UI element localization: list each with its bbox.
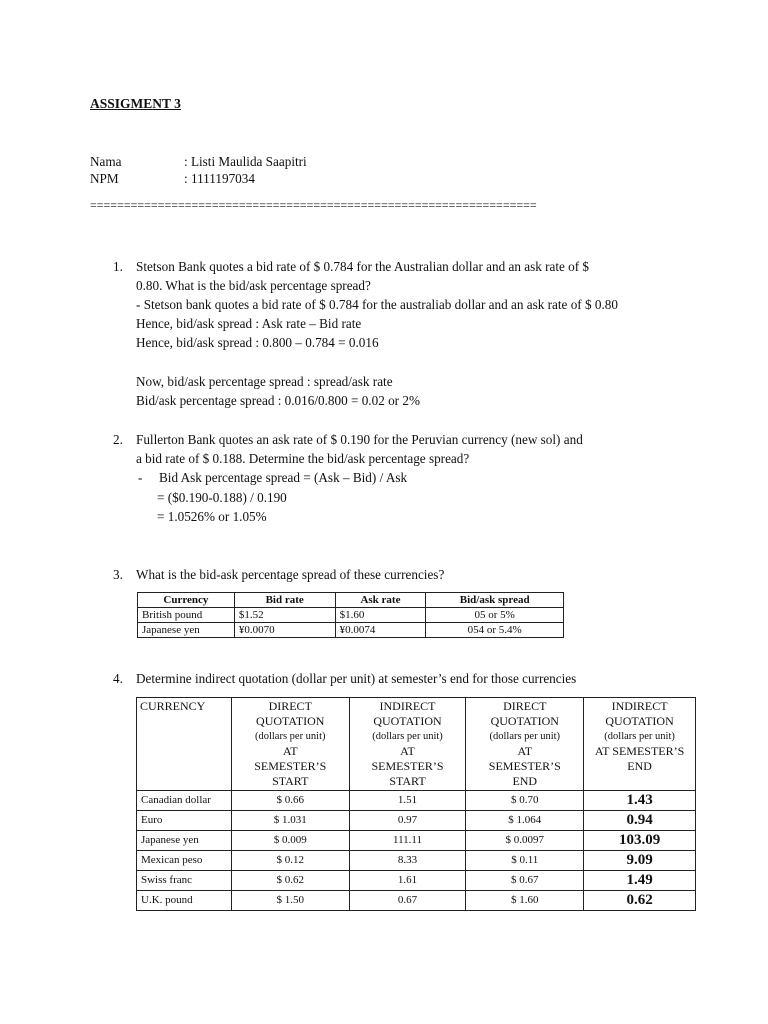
table-cell: 0.62 <box>584 891 696 911</box>
header-line: START <box>389 774 426 788</box>
header-line: (dollars per unit) <box>372 731 443 742</box>
npm-label: NPM <box>90 171 119 186</box>
header-line: AT <box>517 744 533 758</box>
table-cell: Japanese yen <box>137 831 232 851</box>
spread-table-header-ask: Ask rate <box>335 593 426 608</box>
page-title: ASSIGMENT 3 <box>90 96 181 111</box>
header-line: DIRECT <box>503 699 547 713</box>
table-cell: $ 0.12 <box>231 851 349 871</box>
table-cell: Canadian dollar <box>137 791 232 811</box>
quotation-header-indirect-start <box>349 698 466 791</box>
answer-1-line-2: Hence, bid/ask spread : Ask rate – Bid rate <box>136 316 362 331</box>
table-cell: 0.97 <box>349 811 466 831</box>
header-line: END <box>627 759 652 773</box>
table-row <box>138 608 564 623</box>
table-cell: 8.33 <box>349 851 466 871</box>
spread-table <box>137 592 564 638</box>
table-row <box>137 871 696 891</box>
table-row <box>137 851 696 871</box>
header-line: QUOTATION <box>256 714 325 728</box>
quotation-table-header-row <box>137 698 696 791</box>
name-label: Nama <box>90 154 122 169</box>
header-line: END <box>512 774 538 788</box>
answer-1-line-4: Now, bid/ask percentage spread : spread/ask rate <box>136 374 393 389</box>
header-line: QUOTATION <box>490 714 559 728</box>
header-line: (dollars per unit) <box>489 731 561 742</box>
header-line: START <box>272 774 309 788</box>
quotation-table <box>136 697 696 911</box>
table-row <box>138 623 564 638</box>
table-cell: $ 0.70 <box>466 791 584 811</box>
table-cell: $ 0.11 <box>466 851 584 871</box>
npm-value: : 1111197034 <box>184 171 255 186</box>
header-line: QUOTATION <box>373 714 442 728</box>
question-3-number: 3. <box>113 567 123 582</box>
table-cell: British pound <box>138 608 235 623</box>
question-2-number: 2. <box>113 432 123 447</box>
table-row <box>137 831 696 851</box>
answer-2-line-2: = ($0.190-0.188) / 0.190 <box>157 490 287 505</box>
answer-2-line-3: = 1.0526% or 1.05% <box>157 509 267 524</box>
header-line: AT <box>400 744 415 758</box>
table-cell: 111.11 <box>349 831 466 851</box>
header-line: QUOTATION <box>605 714 674 728</box>
header-line: DIRECT <box>268 699 312 713</box>
quotation-header-indirect-end <box>584 698 696 791</box>
header-line: SEMESTER’S <box>371 759 444 773</box>
spread-table-header-bid: Bid rate <box>234 593 335 608</box>
table-cell: $ 1.031 <box>231 811 349 831</box>
header-line: AT <box>282 744 298 758</box>
table-cell: $1.60 <box>335 608 426 623</box>
table-cell: 1.51 <box>349 791 466 811</box>
table-cell: 0.67 <box>349 891 466 911</box>
table-cell: ¥0.0074 <box>335 623 426 638</box>
header-line: INDIRECT <box>611 699 668 713</box>
table-cell: U.K. pound <box>137 891 232 911</box>
spread-table-header-row <box>138 593 564 608</box>
question-1-number: 1. <box>113 259 123 274</box>
question-2-line-2: a bid rate of $ 0.188. Determine the bid/ask percentage spread? <box>136 451 470 466</box>
table-row <box>137 791 696 811</box>
table-cell: ¥0.0070 <box>234 623 335 638</box>
table-cell: $ 0.62 <box>231 871 349 891</box>
table-cell: Euro <box>137 811 232 831</box>
table-cell: 1.61 <box>349 871 466 891</box>
table-cell: $ 0.0097 <box>466 831 584 851</box>
question-1-line-2: 0.80. What is the bid/ask percentage spread? <box>136 278 371 293</box>
header-line: SEMESTER’S <box>488 759 561 773</box>
answer-1-line-3: Hence, bid/ask spread : 0.800 – 0.784 = 0.016 <box>136 335 379 350</box>
table-cell: 1.49 <box>584 871 696 891</box>
table-cell: $ 0.009 <box>231 831 349 851</box>
header-line: (dollars per unit) <box>604 731 675 742</box>
table-cell: $ 0.66 <box>231 791 349 811</box>
table-row <box>137 811 696 831</box>
spread-table-header-spread: Bid/ask spread <box>426 593 564 608</box>
header-line: SEMESTER’S <box>254 759 327 773</box>
table-cell: Mexican peso <box>137 851 232 871</box>
table-cell: $ 1.50 <box>231 891 349 911</box>
quotation-header-direct-start <box>231 698 349 791</box>
answer-1-line-5: Bid/ask percentage spread : 0.016/0.800 = 0.02 or 2% <box>136 393 420 408</box>
table-cell: 0.94 <box>584 811 696 831</box>
table-cell: 9.09 <box>584 851 696 871</box>
spread-table-header-currency: Currency <box>138 593 235 608</box>
answer-2-dash: - <box>138 470 143 485</box>
quotation-header-direct-end <box>466 698 584 791</box>
header-line: AT SEMESTER’S <box>594 744 685 758</box>
table-cell: Swiss franc <box>137 871 232 891</box>
table-cell: 103.09 <box>584 831 696 851</box>
table-cell: 05 or 5% <box>426 608 564 623</box>
table-cell: Japanese yen <box>138 623 235 638</box>
table-cell: $ 1.064 <box>466 811 584 831</box>
answer-2-line-1: Bid Ask percentage spread = (Ask – Bid) / Ask <box>159 470 408 485</box>
name-value: : Listi Maulida Saapitri <box>184 154 307 169</box>
answer-1-line-1: - Stetson bank quotes a bid rate of $ 0.784 for the australiab dollar and an ask rate of $ 0.80 <box>136 297 618 312</box>
table-cell: $1.52 <box>234 608 335 623</box>
question-2-line-1: Fullerton Bank quotes an ask rate of $ 0.190 for the Peruvian currency (new sol) and <box>136 432 583 447</box>
table-cell: 054 or 5.4% <box>426 623 564 638</box>
header-line: INDIRECT <box>379 699 436 713</box>
table-cell: $ 0.67 <box>466 871 584 891</box>
table-row <box>137 891 696 911</box>
question-1-line-1: Stetson Bank quotes a bid rate of $ 0.784 for the Australian dollar and an ask rate of $ <box>136 259 590 274</box>
question-4-line-1: Determine indirect quotation (dollar per unit) at semester’s end for those currencies <box>136 671 577 686</box>
quotation-header-currency <box>137 698 232 791</box>
separator-line: ================================================================== <box>90 198 537 212</box>
header-line: CURRENCY <box>140 699 206 713</box>
question-3-line-1: What is the bid-ask percentage spread of these currencies? <box>136 567 445 582</box>
question-4-number: 4. <box>113 671 123 686</box>
table-cell: 1.43 <box>584 791 696 811</box>
header-line: (dollars per unit) <box>254 731 326 742</box>
table-cell: $ 1.60 <box>466 891 584 911</box>
